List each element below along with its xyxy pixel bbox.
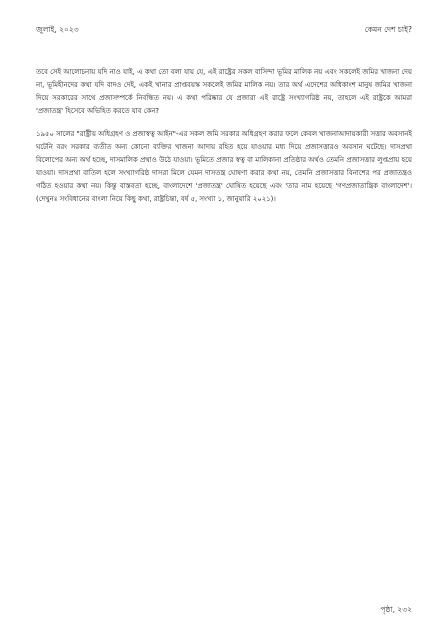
body-text: [36, 66, 412, 216]
running-header: [36, 25, 412, 37]
page-number: পৃষ্ঠা, ২৩২: [380, 605, 412, 614]
header-date: জুলাই, ২০২৩: [36, 25, 79, 34]
header-title: কেমন দেশ চাই?: [364, 25, 412, 34]
paragraph-1: তবে সেই আলোচনায় যদি নাও যাই, এ কথা তো বলা যায় যে, এই রাষ্ট্রের সকল বাসিন্দা ভূমির মালিক নয় এবং সকলেই জমির খাজনা দেয় না, ভূমিহীনদের কথা যদি বাদও দেই, একই খানার প্রাপ্তবয়স্ক সকলেই জমির মালিক নয়। তার অর্থ এদেশের অধিকাংশ মানুষ জমির খাজনা দিয়ে সরকারের সাথে প্রজাসম্পর্কে নিবন্ধিত নয়। এ কথা পরিষ্কার যে প্রজারা এই রাষ্ট্রে সংখ্যাগরিষ্ঠ নয়, তাহলে এই রাষ্ট্রকে আমরা 'প্রজাতন্ত্র' হিসেবে অভিহিত করতে যাব কেন?: [36, 68, 412, 115]
paragraph-2: ১৯৫০ সালের "রাষ্ট্রীয় অধিগ্রহণ ও প্রজাস্বত্ব আইন"-এর সকল জমি সরকার অধিগ্রহণ করার ফলে কেবল খাজনাআদায়কারী সত্তার অবসানই ঘটেনি বরং সরকার ব্যতীত অন্য কোনো ব্যক্তির খাজনা আদায় রহিত হয়ে যাওয়ার মধ্য দিয়ে প্রজাসত্তারও অবসান ঘটেছে। দাসপ্রথা বিলোপের অন্য অর্থ হচ্ছে, দাসমালিক প্রথাও উঠে যাওয়া। ভূমিতে প্রজার স্বত্ব বা মালিকানা প্রতিষ্ঠার অর্থও তেমনি প্রজাসত্তার লুপ্তপ্রায় হয়ে যাওয়া। দাসপ্রথা বাতিল হলে সংখ্যাগরিষ্ঠ দাসরা মিলে যেমন দাসতন্ত্র ঘোষণা করার কথা নয়, তেমনি প্রজাসত্তার বিনাশের পর প্রজাতন্ত্রও গঠিত হওয়ার কথা নয়। কিন্তু বাস্তবতা হচ্ছে, বাংলাদেশে 'প্রজাতন্ত্র' ঘোষিত হয়েছে এবং 'তার নাম হয়েছে 'গণপ্রজাতান্ত্রিক বাংলাদেশ'। (দেখুনঃ সংবিধানের বাংলা নিয়ে কিছু কথা, রাষ্ট্রচিন্তা, বর্ষ ৫, সংখ্যা ১, জানুয়ারি ২০২১)।: [36, 130, 412, 203]
